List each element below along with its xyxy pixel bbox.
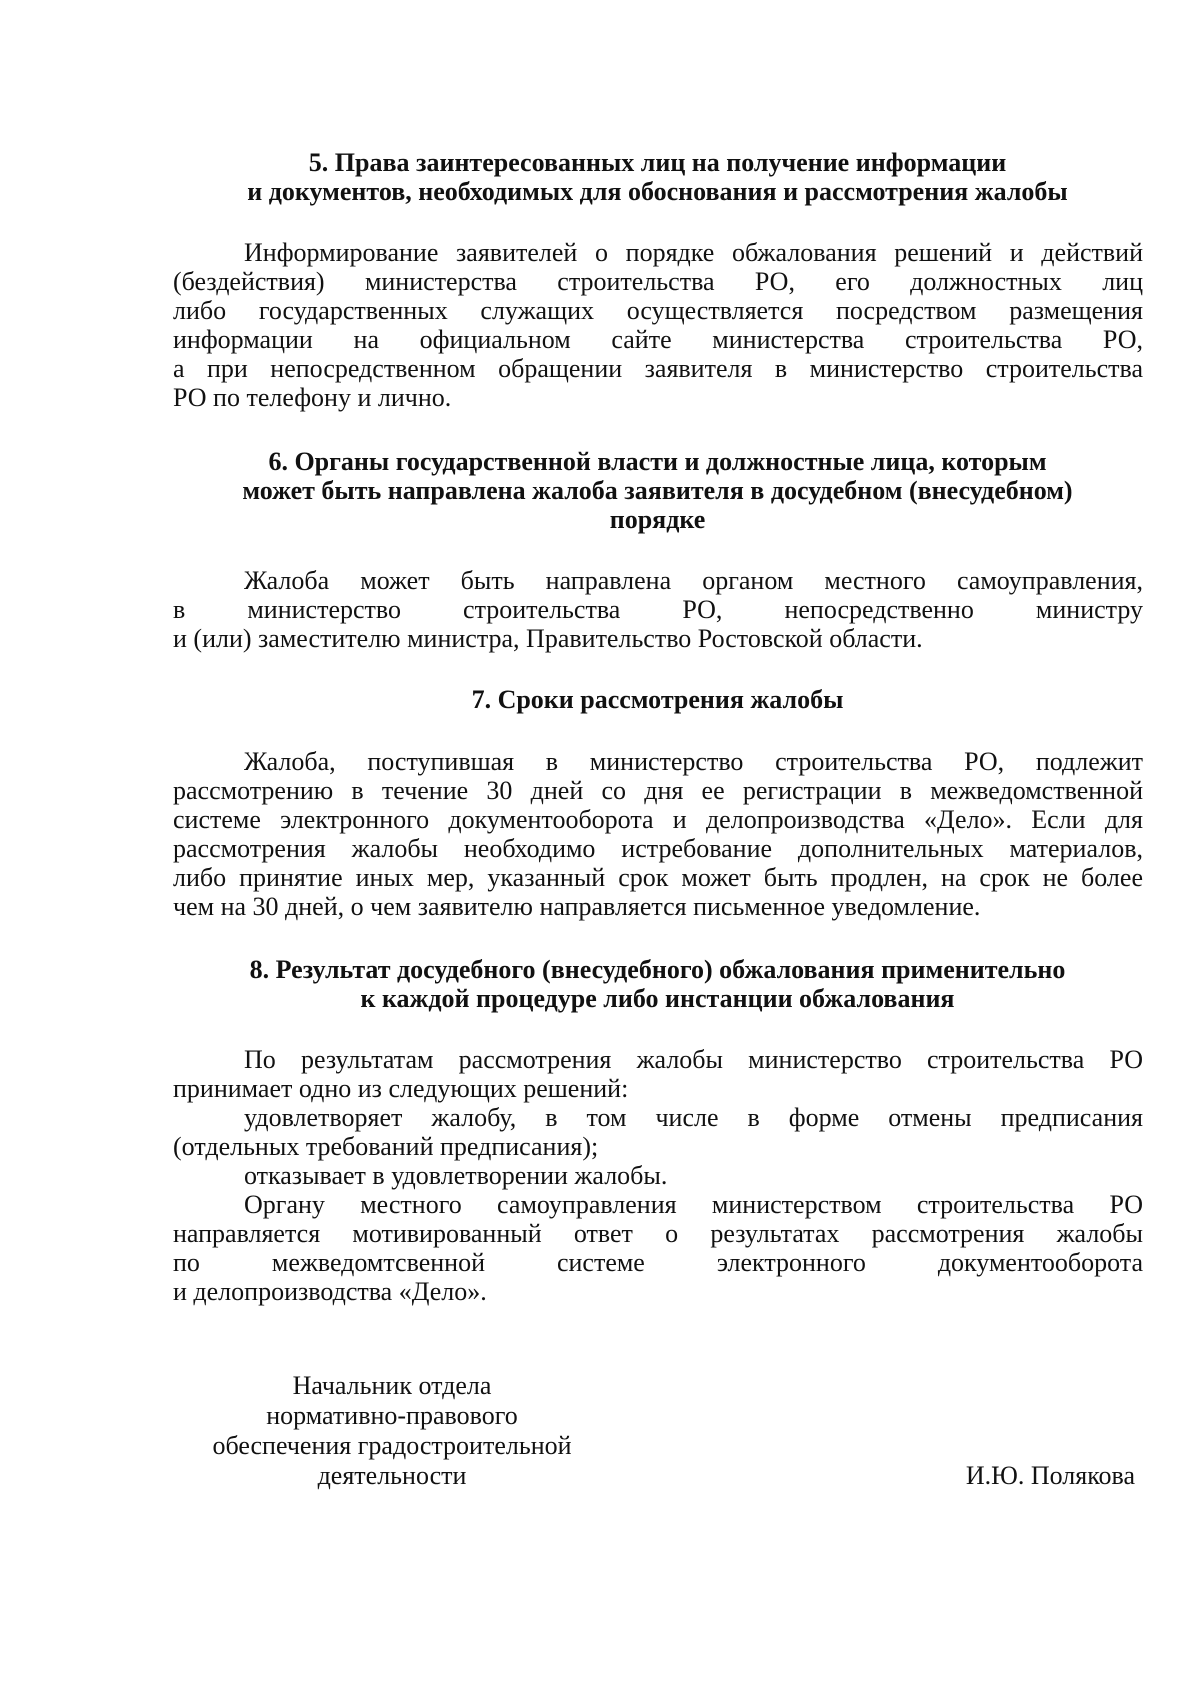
section-8-paragraph: [173, 1045, 1143, 1306]
section-7-line-5: либо принятие иных мер, указанный срок может быть продлен, на срок не более: [173, 863, 1143, 892]
signature-position-line-2: нормативно-правового: [266, 1401, 518, 1430]
signature-name: И.Ю. Полякова: [965, 1461, 1135, 1490]
section-7-heading: [170, 685, 1145, 714]
section-7-line-2: рассмотрению в течение 30 дней со дня ее регистрации в межведомственной: [173, 776, 1143, 805]
signature-position-line-4: деятельности: [317, 1461, 467, 1490]
section-6-heading: [170, 447, 1145, 534]
signature-position: [180, 1371, 604, 1491]
section-8-line-9: и делопроизводства «Дело».: [173, 1277, 487, 1306]
section-7-line-6: чем на 30 дней, о чем заявителю направляется письменное уведомление.: [173, 892, 981, 921]
section-5-heading-line-2: и документов, необходимых для обоснования и рассмотрения жалобы: [247, 177, 1068, 206]
section-8-line-6: Органу местного самоуправления министерством строительства РО: [244, 1190, 1143, 1219]
section-8-heading: [170, 955, 1145, 1013]
section-6-heading-line-1: 6. Органы государственной власти и должностные лица, которым: [268, 447, 1047, 476]
section-8-heading-line-1: 8. Результат досудебного (внесудебного) обжалования применительно: [249, 955, 1066, 984]
section-6-line-3: и (или) заместителю министра, Правительство Ростовской области.: [173, 624, 923, 653]
section-7-line-4: рассмотрения жалобы необходимо истребование дополнительных материалов,: [173, 834, 1143, 863]
section-5-paragraph: [173, 238, 1143, 412]
section-5-line-5: а при непосредственном обращении заявителя в министерство строительства: [173, 354, 1143, 383]
section-5-line-1: Информирование заявителей о порядке обжалования решений и действий: [244, 238, 1143, 267]
section-5-line-4: информации на официальном сайте министерства строительства РО,: [173, 325, 1143, 354]
section-8-line-4: (отдельных требований предписания);: [173, 1132, 599, 1161]
section-5-line-2: (бездействия) министерства строительства РО, его должностных лиц: [173, 267, 1143, 296]
section-7-line-1: Жалоба, поступившая в министерство строительства РО, подлежит: [244, 747, 1143, 776]
section-5-line-3: либо государственных служащих осуществляется посредством размещения: [173, 296, 1143, 325]
section-8-line-7: направляется мотивированный ответ о результатах рассмотрения жалобы: [173, 1219, 1143, 1248]
section-7-line-3: системе электронного документооборота и делопроизводства «Дело». Если для: [173, 805, 1143, 834]
section-8-line-5: отказывает в удовлетворении жалобы.: [244, 1161, 668, 1190]
section-5-heading: [170, 148, 1145, 206]
section-5-line-6: РО по телефону и лично.: [173, 383, 452, 412]
section-7-paragraph: [173, 747, 1143, 921]
section-7-heading-line-1: 7. Сроки рассмотрения жалобы: [471, 685, 844, 714]
section-6-paragraph: [173, 566, 1143, 653]
section-8-line-1: По результатам рассмотрения жалобы министерство строительства РО: [244, 1045, 1143, 1074]
section-8-heading-line-2: к каждой процедуре либо инстанции обжалования: [360, 984, 955, 1013]
section-8-line-2: принимает одно из следующих решений:: [173, 1074, 629, 1103]
section-5-heading-line-1: 5. Права заинтересованных лиц на получение информации: [308, 148, 1007, 177]
section-6-heading-line-2: может быть направлена жалоба заявителя в досудебном (внесудебном): [242, 476, 1073, 505]
signature-position-line-3: обеспечения градостроительной: [212, 1431, 572, 1460]
section-6-line-2: в министерство строительства РО, непосредственно министру: [173, 595, 1143, 624]
section-8-line-3: удовлетворяет жалобу, в том числе в форме отмены предписания: [244, 1103, 1143, 1132]
section-6-line-1: Жалоба может быть направлена органом местного самоуправления,: [244, 566, 1143, 595]
signature-position-line-1: Начальник отдела: [292, 1371, 492, 1400]
section-6-heading-line-3: порядке: [609, 505, 706, 534]
section-8-line-8: по межведомтсвенной системе электронного документооборота: [173, 1248, 1143, 1277]
